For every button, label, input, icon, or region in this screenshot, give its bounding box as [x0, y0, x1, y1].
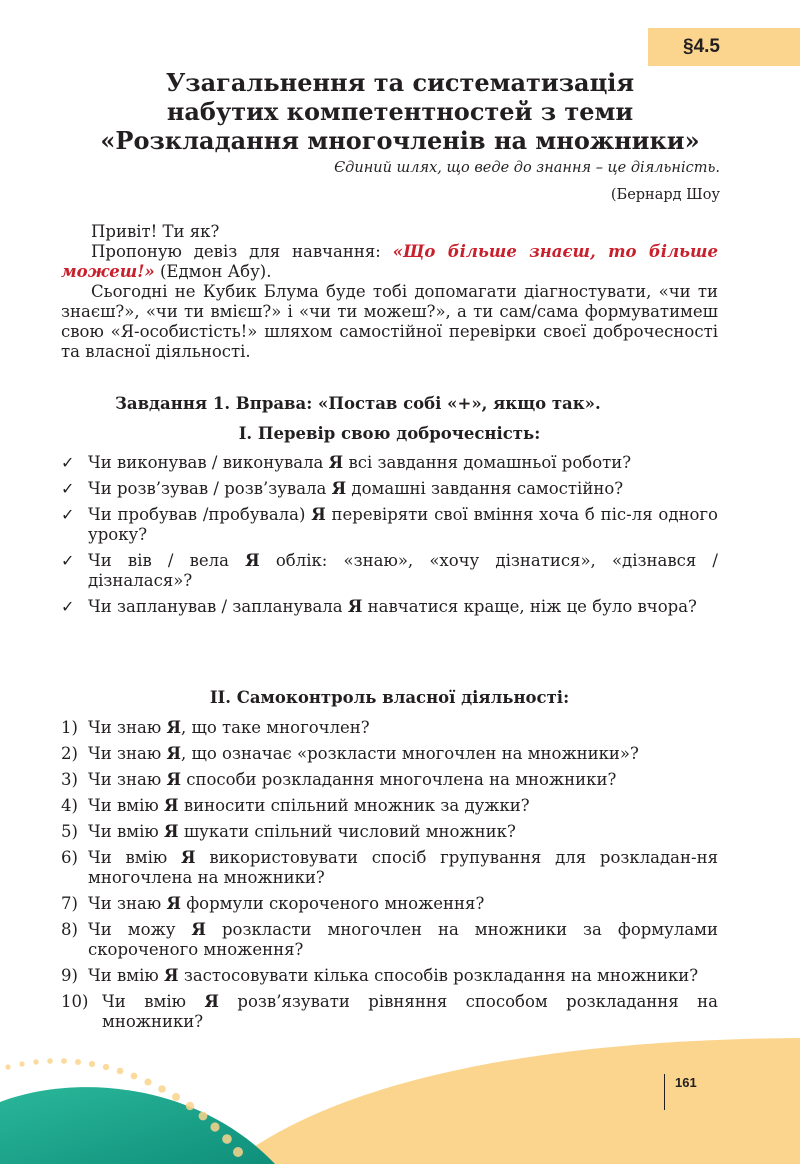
list-item: ✓ Чи вів / вела Я облік: «знаю», «хочу дізнатися», «дізнався / дізналася»?: [61, 551, 718, 590]
list-item: 8) Чи можу Я розкласти многочлен на множники за формулами скороченого множення?: [61, 920, 719, 959]
checkmark-icon: ✓: [61, 479, 75, 498]
list-item: ✓ Чи виконував / виконувала Я всі завдання домашньої роботи?: [61, 453, 632, 472]
list-item: 2) Чи знаю Я, що означає «розкласти многочлен на множники»?: [61, 744, 639, 763]
list-item: 1) Чи знаю Я, що таке многочлен?: [61, 718, 370, 737]
checkmark-icon: ✓: [61, 551, 75, 570]
checkmark-icon: ✓: [61, 505, 75, 524]
list-item: 6) Чи вмію Я використовувати спосіб групування для розкладан-ня многочлена на множники?: [61, 848, 718, 887]
checkmark-icon: ✓: [61, 597, 75, 616]
list-item: ✓ Чи запланував / запланувала Я навчатися краще, ніж це було вчора?: [61, 597, 697, 616]
part2-heading: ІІ. Самоконтроль власної діяльності:: [209, 688, 570, 707]
list-item: ✓ Чи розв’зував / розв’зувала Я домашні завдання самостійно?: [61, 479, 624, 498]
list-item: 10) Чи вмію Я розв’язувати рівняння способом розкладання на множники?: [61, 992, 718, 1031]
title-line-2: набутих компетентностей з теми: [166, 97, 634, 126]
epigraph-author: (Бернард Шоу: [610, 187, 720, 203]
page-number-divider: [664, 1074, 665, 1110]
list-item: 9) Чи вмію Я застосовувати кілька способів розкладання на множники?: [61, 966, 699, 985]
list-item: 4) Чи вмію Я виносити спільний множник за дужки?: [61, 796, 530, 815]
task-heading: Завдання 1. Вправа: «Постав собі «+», якщо так».: [115, 394, 601, 413]
motto-paragraph: [61, 242, 718, 282]
motto-lead: Пропоную девіз для навчання:: [91, 242, 393, 261]
epigraph: [334, 155, 720, 209]
greeting: Привіт! Ти як?: [91, 222, 220, 241]
list-item: 5) Чи вмію Я шукати спільний числовий множник?: [61, 822, 516, 841]
intro-text: [61, 222, 718, 362]
page-number: 161: [675, 1075, 697, 1090]
title-line-1: Узагальнення та систематизація: [165, 68, 635, 97]
motto-author: (Едмон Абу).: [154, 262, 272, 281]
title-line-3: «Розкладання многочленів на множники»: [100, 126, 700, 155]
page-title: [60, 68, 740, 155]
list-item: ✓ Чи пробував /пробувала) Я перевіряти свої вміння хоча б піс-ля одного уроку?: [61, 505, 718, 544]
part1-heading: І. Перевір свою доброчесність:: [238, 424, 541, 443]
motto: «Що більше знаєш, то більше можеш!»: [61, 242, 718, 281]
list-item: 7) Чи знаю Я формули скороченого множення?: [61, 894, 485, 913]
integrity-checklist: [61, 453, 718, 623]
list-item: 3) Чи знаю Я способи розкладання многочлена на множники?: [61, 770, 617, 789]
self-control-list: [61, 718, 718, 1038]
footer-yellow-wave: [230, 1038, 800, 1164]
epigraph-quote: Єдиний шлях, що веде до знання – це діяльність.: [334, 160, 720, 176]
checkmark-icon: ✓: [61, 453, 75, 472]
intro-paragraph: Сьогодні не Кубик Блума буде тобі допомагати діагностувати, «чи ти знаєш?», «чи ти вмієш?» і «чи ти можеш?», а ти сам/сама формуватимеш свою «Я-особистість!» шляхом самостійної перевірки своєї доброчесності та власної діяльності.: [61, 282, 718, 361]
section-badge: §4.5: [648, 28, 800, 66]
